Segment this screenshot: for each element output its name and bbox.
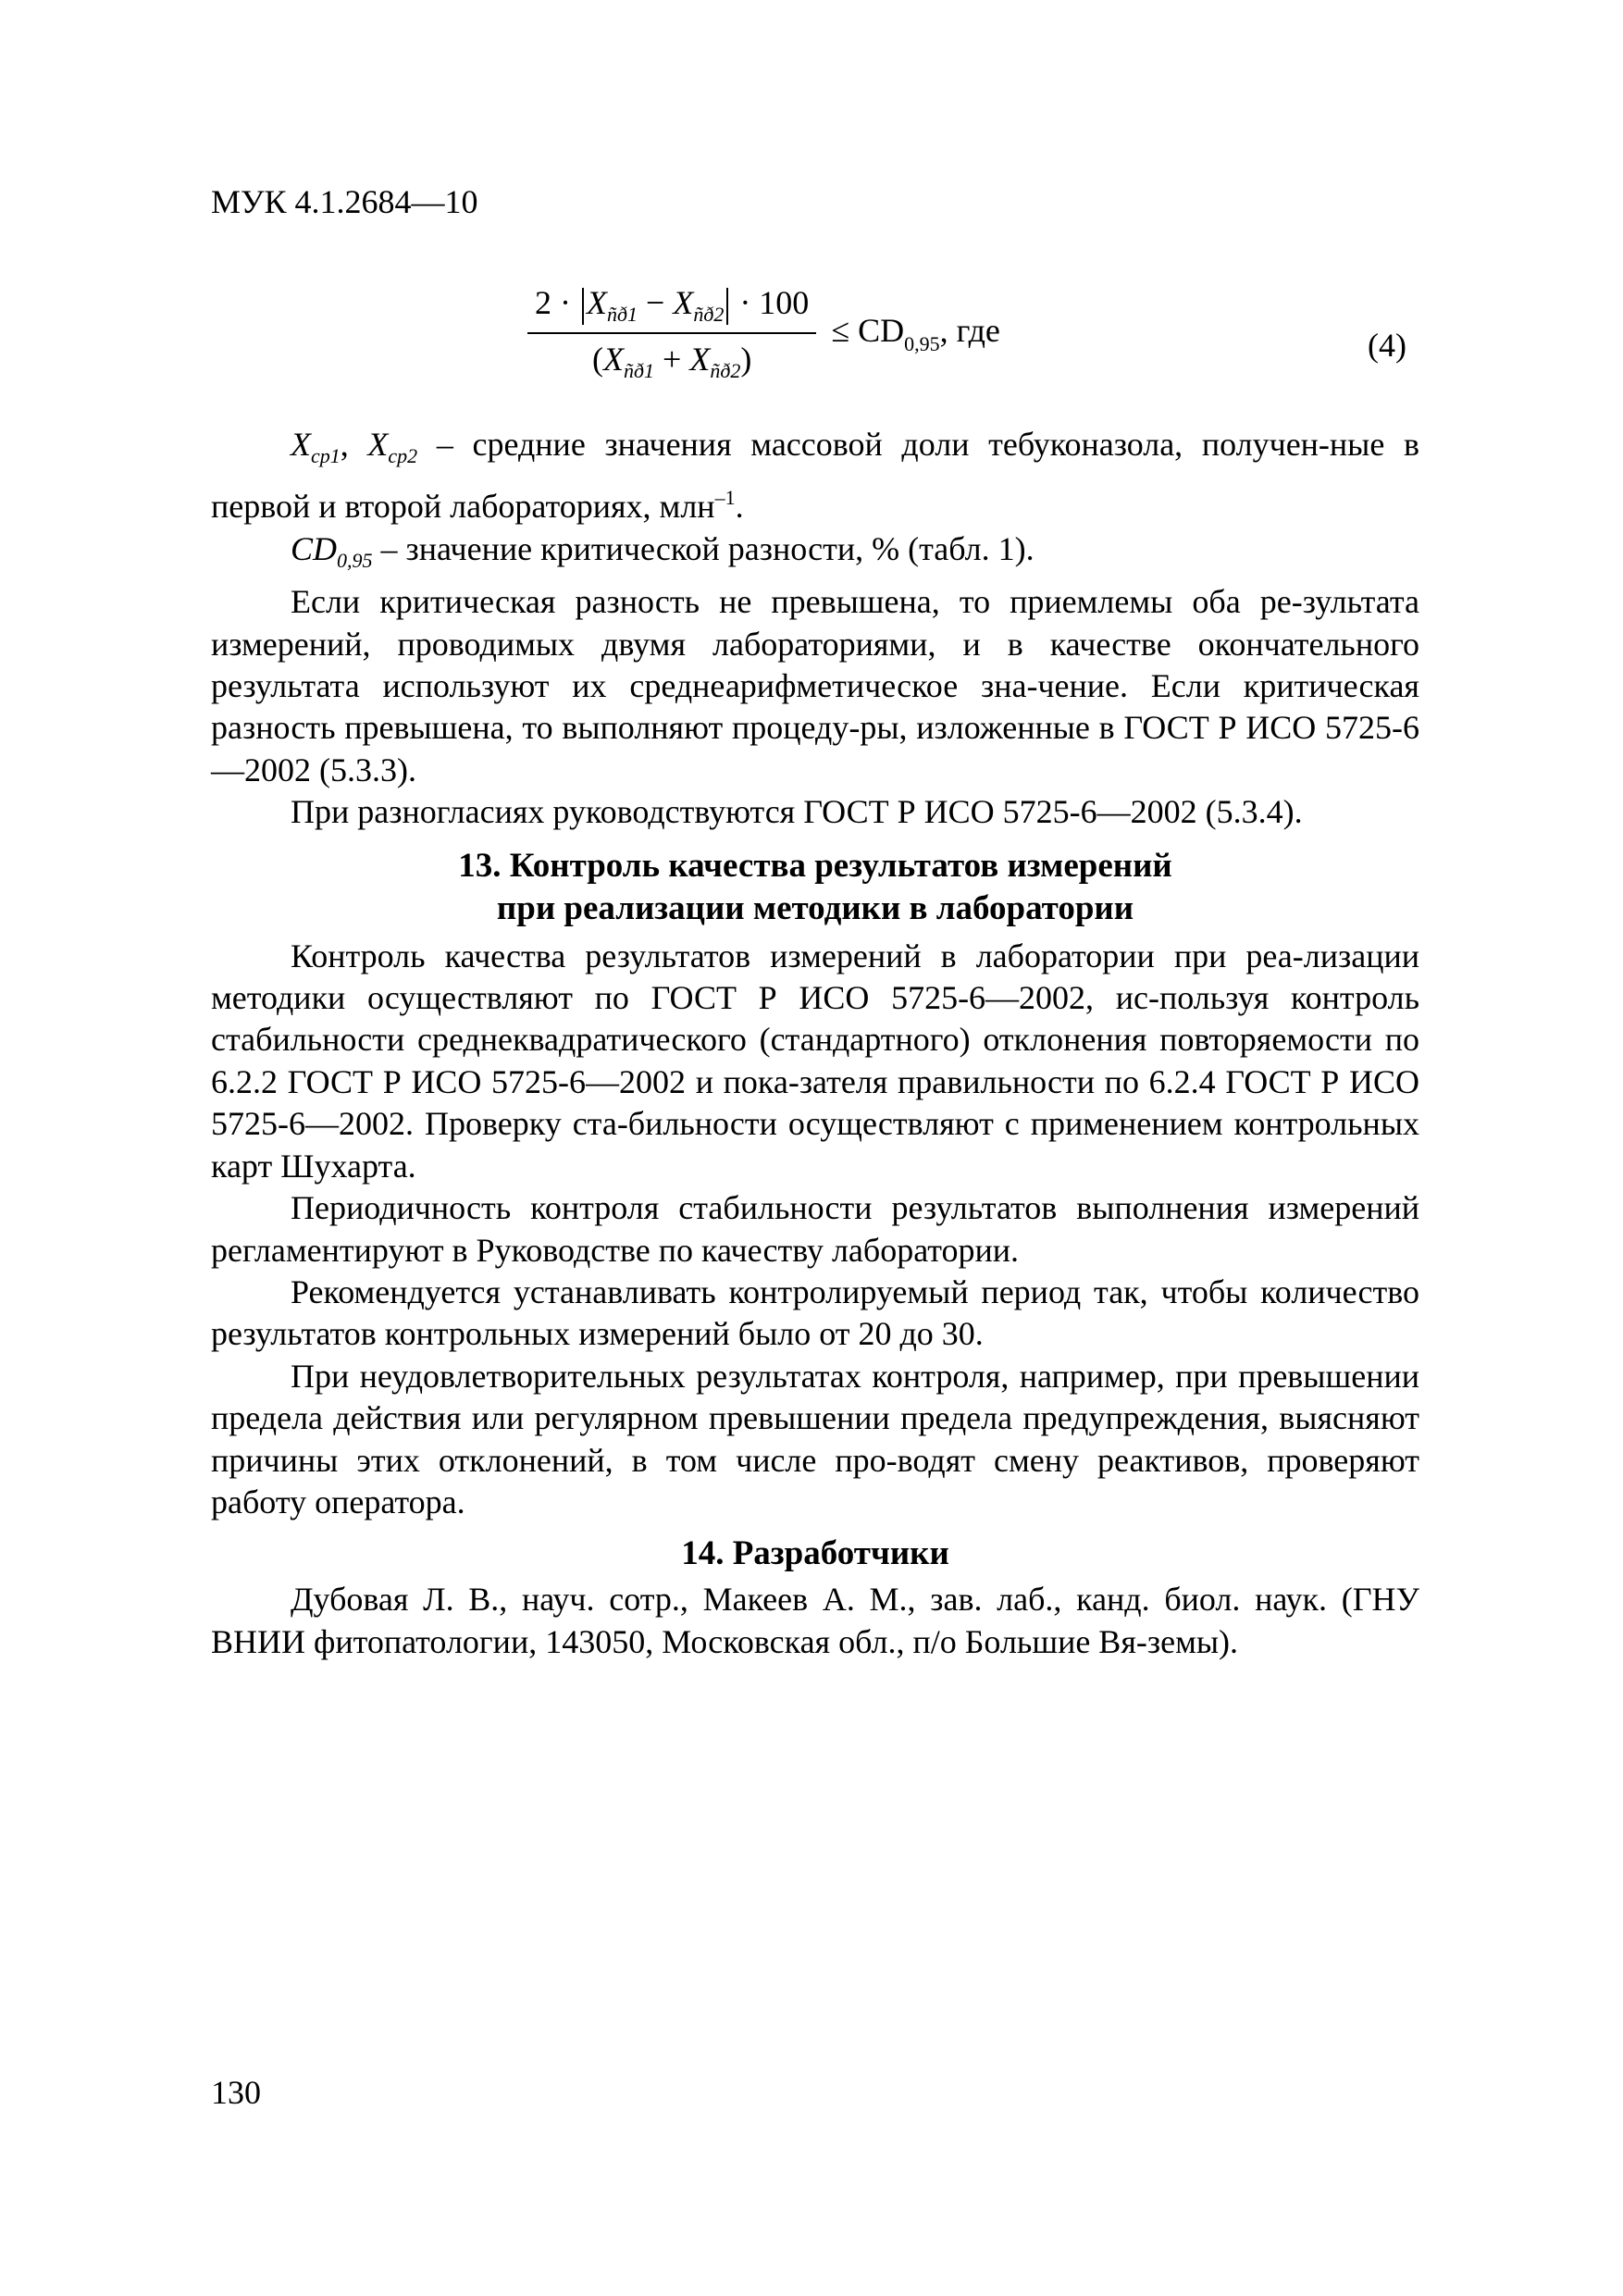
section-13-paragraph-3: Рекомендуется устанавливать контролируемый период так, чтобы количество результатов контрольных измерений было от 20 до 30. xyxy=(211,1272,1419,1353)
formula-numerator: $2 \cdot X_{ñð1} - X_{ñð2} \cdot 100$ xyxy=(527,283,816,334)
section-13-heading: 13. Контроль качества результатов измерений при реализации методики в лаборатории xyxy=(458,846,1172,927)
section-13-paragraph-1: Контроль качества результатов измерений в лаборатории при реа-лизации методики осуществляют по ГОСТ Р ИСО 5725-6—2002, ис-пользуя контроль стабильности среднеквадратического (стандартного) отклонения повторяемости по 6.2.2 ГОСТ Р ИСО 5725-6—2002 и пока-зателя правильности по 6.2.4 ГОСТ Р ИСО 5725-6—2002. Проверку ста-бильности осуществляют с применением контрольных карт Шухарта. xyxy=(211,937,1419,1185)
formula-4 xyxy=(527,283,1000,383)
formula-rhs: ≤ $CD_{0,95}$, где xyxy=(831,311,1000,355)
section-13-paragraph-4: При неудовлетворительных результатах контроля, например, при превышении предела действия или регулярном превышении предела предупреждения, выясняют причины этих отклонений, в том числе про-водят смену реактивов, проверяют работу оператора. xyxy=(211,1357,1419,1520)
paragraph-xcp-definition: $X_{cp1}$, $X_{cp2}$ – средние значения массовой доли тебуконазола, получен-ные в первой и второй лабораториях, млн$^{-1}$. xyxy=(211,426,1419,526)
paragraph-disagreement: При разногласиях руководствуются ГОСТ Р ИСО 5725-6—2002 (5.3.4). xyxy=(291,793,1303,831)
abs-bar-left xyxy=(582,288,584,325)
section-14-paragraph-1: Дубовая Л. В., науч. сотр., Макеев А. М., зав. лаб., канд. биол. наук. (ГНУ ВНИИ фитопатологии, 143050, Московская обл., п/о Большие Вя-земы). xyxy=(211,1581,1419,1660)
document-body xyxy=(211,424,1419,1663)
section-13-paragraph-2: Периодичность контроля стабильности результатов выполнения измерений регламентируют в Руководстве по качеству лаборатории. xyxy=(211,1189,1419,1269)
formula-number: (4) xyxy=(1368,327,1406,364)
formula-denominator: $(X_{ñð1} + X_{ñð2})$ xyxy=(592,341,752,382)
page-number: 130 xyxy=(211,2074,261,2111)
document-code-header: МУК 4.1.2684—10 xyxy=(211,183,478,220)
formula-fraction xyxy=(527,283,816,383)
paragraph-critical-difference: Если критическая разность не превышена, то приемлемы оба ре-зультата измерений, проводимых двумя лабораториями, и в качестве окончательного результата используют их среднеарифметическое зна-чение. Если критическая разность превышена, то выполняют процеду-ры, изложенные в ГОСТ Р ИСО 5725-6—2002 (5.3.3). xyxy=(211,583,1419,788)
section-14-heading: 14. Разработчики xyxy=(681,1534,949,1573)
abs-bar-right xyxy=(726,288,728,325)
paragraph-cd-definition: $CD_{0,95}$ – значение критической разности, % (табл. 1). xyxy=(291,529,1035,572)
